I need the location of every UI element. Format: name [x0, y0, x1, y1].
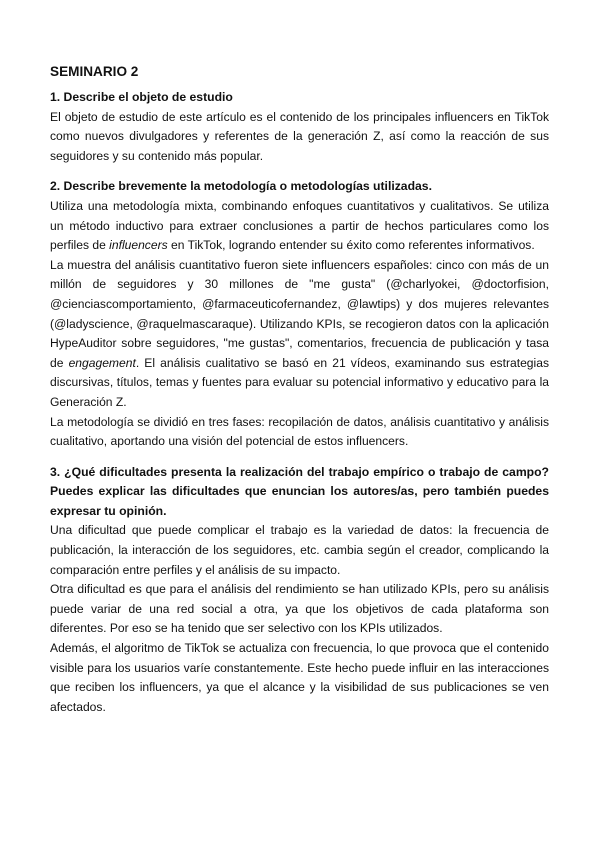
text-run: Utiliza una metodología mixta, combinando enfoques cuantitativos y cualitativos. Se utiliza un método inductivo para extraer conclusiones a partir de hechos particulares como los perfiles de [50, 198, 549, 253]
italic-term: influencers [109, 238, 168, 253]
document-title: SEMINARIO 2 [50, 64, 139, 79]
question-1-heading: 1. Describe el objeto de estudio [50, 90, 233, 104]
question-3-paragraph-1: Una dificultad que puede complicar el trabajo es la variedad de datos: la frecuencia de publicación, la interacción de los seguidores, etc. cambia según el creador, complicando la comparación entre perfiles y el análisis de su impacto. [50, 523, 549, 577]
question-3-paragraph-3: Además, el algoritmo de TikTok se actualiza con frecuencia, lo que provoca que el contenido visible para los usuarios varíe constantemente. Este hecho puede influir en las interacciones que reciben los influencers, ya que el alcance y la visibilidad de sus publicaciones se ven afectados. [50, 641, 549, 714]
section-gap [50, 166, 549, 177]
text-run: . El análisis cualitativo se basó en 21 vídeos, examinando sus estrategias discursivas, títulos, temas y fuentes para evaluar su potencial informativo y educativo para la Generación Z. [50, 355, 549, 409]
question-2-paragraph-3: La metodología se dividió en tres fases: recopilación de datos, análisis cuantitativo y análisis cualitativo, aportando una visión del potencial de estos influencers. [50, 414, 549, 449]
question-2-paragraph-1 [50, 197, 549, 256]
italic-term: engagement [68, 355, 136, 370]
section-gap [50, 452, 549, 463]
text-run: en TikTok, logrando entender su éxito como referentes informativos. [167, 238, 535, 253]
text-run: La muestra del análisis cuantitativo fueron siete influencers españoles: cinco con más de un millón de seguidores y 30 millones de "me gusta" (@charlyokei, @doctorfision, @cienciascomportamiento, @farmaceuticofernandez, @lawtips) y dos mujeres relevantes (@ladyscience, @raquelmascaraque). Utilizando KPIs, se recogieron datos con la aplicación HypeAuditor sobre seguidores, "me gustas", comentarios, frecuencia de publicación y tasa de [50, 257, 549, 370]
question-3-heading: 3. ¿Qué dificultades presenta la realización del trabajo empírico o trabajo de campo? Puedes explicar las dificultades que enuncian los autores/as, pero también puedes expresar tu opinión. [50, 464, 549, 518]
question-2-heading: 2. Describe brevemente la metodología o metodologías utilizadas. [50, 179, 432, 194]
document-page [50, 62, 549, 717]
question-2-paragraph-2 [50, 256, 549, 413]
question-3-paragraph-2: Otra dificultad es que para el análisis del rendimiento se han utilizado KPIs, pero su análisis puede variar de una red social a otra, ya que los objetivos de cada plataforma son diferentes. Por eso se ha tenido que ser selectivo con los KPIs utilizados. [50, 582, 549, 636]
question-1-paragraph: El objeto de estudio de este artículo es el contenido de los principales influencers en TikTok como nuevos divulgadores y referentes de la generación Z, así como la reacción de sus seguidores y su contenido más popular. [50, 109, 549, 163]
